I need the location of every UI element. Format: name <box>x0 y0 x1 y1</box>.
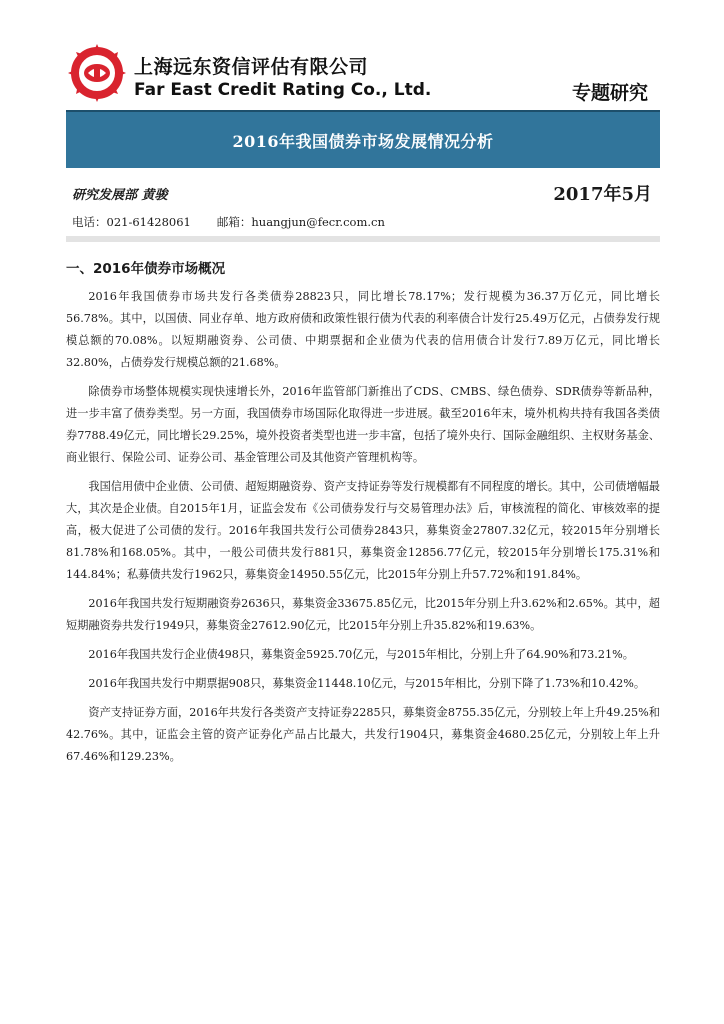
email-text: 邮箱：huangjun@fecr.com.cn <box>216 215 385 229</box>
report-category-label: 专题研究 <box>571 82 648 104</box>
report-title: 2016年我国债券市场发展情况分析 <box>232 131 494 151</box>
paragraph: 2016年我国共发行企业债498只，募集资金5925.70亿元，与2015年相比，分别上升了64.90%和73.21%。 <box>88 648 634 661</box>
header-divider <box>66 236 660 242</box>
paragraph: 我国信用债中企业债、公司债、超短期融资券、资产支持证券等发行规模都有不同程度的增长。其中，公司债增幅最大，其次是企业债。自2015年1月，证监会发布《公司债券发行与交易管理办法》后，审核流程的简化、审核效率的提高，极大促进了公司债的发行。2016年我国共发行公司债券2843只，募集资金27807.32亿元，较2015年分别增长81.78%和168.05%。其中，一般公司债共发行881只，募集资金12856.77亿元，较2015年分别增长175.31%和144.84%；私募债共发行1962只，募集资金14950.55亿元，比2015年分别上升57.72%和191.84%。 <box>66 480 660 581</box>
paragraph: 2016年我国共发行短期融资券2636只，募集资金33675.85亿元，比2015年分别上升3.62%和2.65%。其中，超短期融资券共发行1949只，募集资金27612.90亿元，比2015年分别上升35.82%和19.63%。 <box>66 597 660 632</box>
section-heading: 一、2016年债券市场概况 <box>66 261 226 277</box>
paragraph: 2016年我国债券市场共发行各类债券28823只，同比增长78.17%；发行规模为36.37万亿元，同比增长56.78%。其中，以国债、同业存单、地方政府债和政策性银行债为代表的利率债合计发行25.49万亿元，占债券发行规模总额的70.08%。以短期融资券、公司债、中期票据和企业债为代表的信用债合计发行7.89万亿元，同比增长32.80%，占债券发行规模总额的21.68%。 <box>66 290 660 369</box>
contact-line <box>72 214 385 230</box>
company-name-english: Far East Credit Rating Co., Ltd. <box>134 80 432 100</box>
section-body <box>66 286 660 775</box>
paragraph: 资产支持证券方面，2016年共发行各类资产支持证券2285只，募集资金8755.35亿元，分别较上年上升49.25%和42.76%。其中，证监会主管的资产证券化产品占比最大，共发行1904只，募集资金4680.25亿元，分别较上年上升67.46%和129.23%。 <box>66 706 660 763</box>
company-logo-icon <box>66 42 128 104</box>
publication-date: 2017年5月 <box>553 184 652 205</box>
paragraph: 2016年我国共发行中期票据908只，募集资金11448.10亿元，与2015年相比，分别下降了1.73%和10.42%。 <box>88 677 646 690</box>
paragraph: 除债券市场整体规模实现快速增长外，2016年监管部门新推出了CDS、CMBS、绿色债券、SDR债券等新品种，进一步丰富了债券类型。另一方面，我国债券市场国际化取得进一步进展。截至2016年末，境外机构共持有我国各类债券7788.49亿元，同比增长29.25%，境外投资者类型也进一步丰富，包括了境外央行、国际金融组织、主权财务基金、商业银行、保险公司、证券公司、基金管理公司及其他资产管理机构等。 <box>66 385 660 464</box>
author-line: 研究发展部 黄骏 <box>72 188 168 203</box>
company-name-chinese: 上海远东资信评估有限公司 <box>134 56 369 78</box>
phone-text: 电话：021-61428061 <box>72 215 191 229</box>
title-banner <box>66 110 660 168</box>
